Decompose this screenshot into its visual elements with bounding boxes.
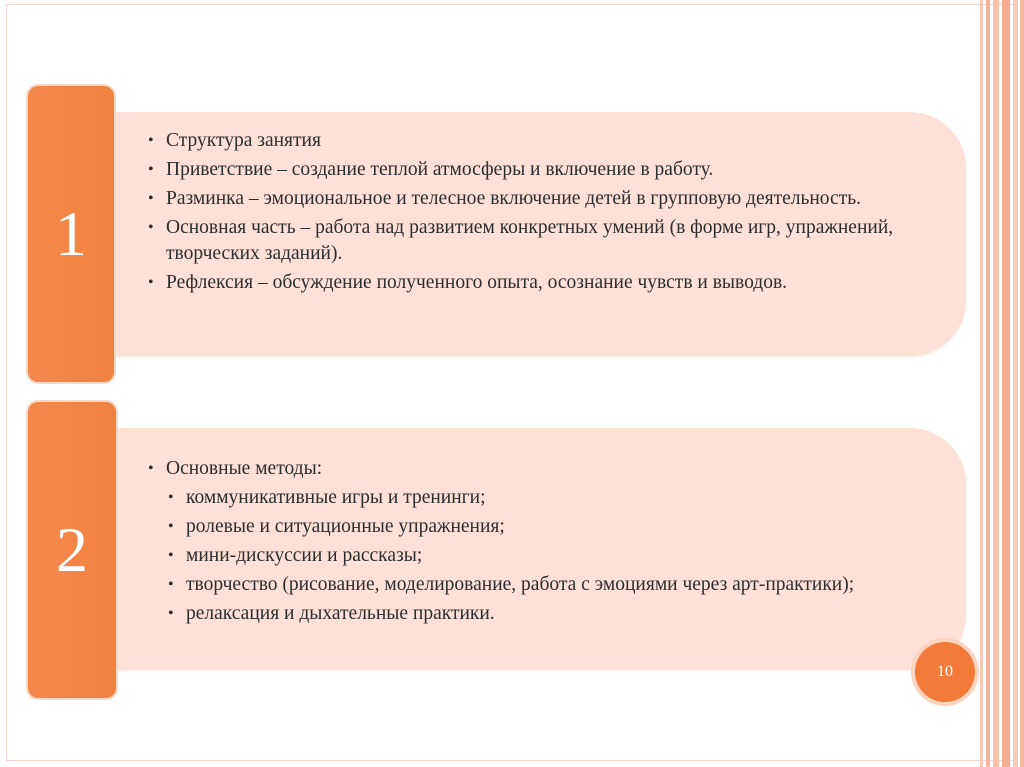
list-item: • релаксация и дыхательные практики. xyxy=(148,601,938,627)
block-2-number: 2 xyxy=(28,402,116,698)
decor-stripe xyxy=(1013,0,1018,767)
block-1-number: 1 xyxy=(28,86,114,382)
decor-stripe xyxy=(980,0,983,767)
decor-stripe xyxy=(1020,0,1024,767)
list-item: • ролевые и ситуационные упражнения; xyxy=(148,514,938,540)
list-item: • Разминка – эмоциональное и телесное включение детей в групповую деятельность. xyxy=(148,186,938,212)
list-item: • мини-дискуссии и рассказы; xyxy=(148,543,938,569)
list-item: • творчество (рисование, моделирование, работа с эмоциями через арт-практики); xyxy=(148,572,938,598)
list-item: • Приветствие – создание теплой атмосферы и включение в работу. xyxy=(148,157,938,183)
list-item: • Основная часть – работа над развитием конкретных умений (в форме игр, упражнений, творческих заданий). xyxy=(148,215,938,267)
decor-stripe xyxy=(993,0,999,767)
block-1-list xyxy=(148,128,938,299)
list-item: • коммуникативные игры и тренинги; xyxy=(148,485,938,511)
decor-stripe xyxy=(986,0,990,767)
page-number-badge: 10 xyxy=(915,642,975,702)
decor-stripe xyxy=(1002,0,1010,767)
list-item: • Рефлексия – обсуждение полученного опыта, осознание чувств и выводов. xyxy=(148,270,938,296)
list-heading: • Основные методы: xyxy=(148,456,938,482)
block-2-list xyxy=(148,456,938,630)
list-item: • Структура занятия xyxy=(148,128,938,154)
